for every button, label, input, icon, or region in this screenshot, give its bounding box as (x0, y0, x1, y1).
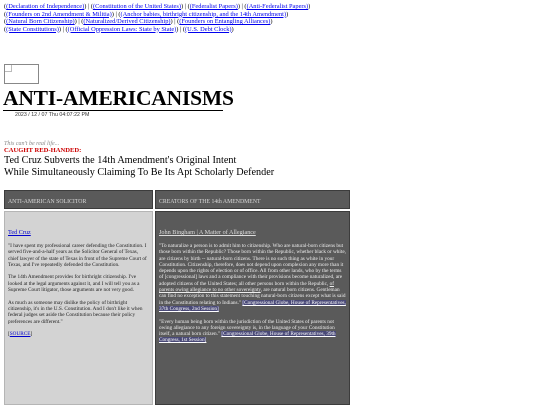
cruz-quote-paragraph-1: "I have spent my professional career defending the Constitution. I served five-and-a-half years as the Solicitor General of Texas, chief lawyer of the state of Texas in front of the Supreme Court of Texas, and I've repeatedly defended the Constitution. (8, 243, 147, 268)
nav-link-anti-federalist[interactable]: (Anti-Federalist Papers) (246, 3, 309, 10)
image-caption: This can't be real life... (4, 141, 60, 147)
article-headline (4, 155, 534, 179)
left-column-header: ANTI-AMERICAN SOLICITOR (4, 190, 153, 209)
congressional-globe-39th-citation[interactable]: [Congressional Globe, House of Representatives, 39th Congress, 1st Session] (159, 331, 336, 344)
post-date: 2023 / 12 / 07 Thu 04:07:22 PM (15, 112, 90, 118)
bingham-quote-2: "Every human being born within the jurisdiction of the United States of parents not owing allegiance to any foreign sovereignty is, in the language of your Constitution itself, a natural born citizen." [Congressional Globe, House of Representatives, 39th Congress, 1st Session] (159, 318, 336, 344)
top-navigation: ((Declaration of Independence)) | ((Constitution of the United States)) | ((Federalist Papers)) | ((Anti-Federalist Papers)) ((Founders on 2nd Amendment & Militia)) | ((Anchor babies, birthright citizenship, and the 14th Amendment)) ((Natural Born Citizenship)) | ((Naturalized/Derived Citizenship)) | ((Founders on Entangling Alliances)) ((State Constitutions)) | ((Official Oppression Laws: State by State)) | ((U.S. Debt Clock)) (4, 3, 311, 33)
nav-link-entangling-alliances[interactable]: (Founders on Entangling Alliances) (179, 18, 271, 25)
cruz-quote-paragraph-2: The 14th Amendment provides for birthright citizenship. I've looked at the legal arguments against it, and I will tell you as a Supreme Court litigator, those arguments are not very good. (8, 274, 140, 294)
creators-quote-cell (155, 211, 350, 405)
congressional-globe-37th-citation[interactable]: [Congressional Globe, House of Representatives, 37th Congress, 2nd Session] (159, 299, 346, 312)
nav-link-debt-clock[interactable]: (U.S. Debt Clock) (185, 25, 232, 33)
right-column-header: CREATORS OF THE 14th AMENDMENT (155, 190, 350, 209)
headline-line-2: While Simultaneously Claiming To Be Its Apt Scholarly Defender (4, 167, 275, 178)
nav-link-natural-born[interactable]: (Natural Born Citizenship) (6, 18, 75, 25)
title-underline (3, 110, 223, 111)
site-title: ANTI-AMERICANISMS (3, 86, 234, 110)
nav-link-declaration[interactable]: (Declaration of Independence) (6, 3, 85, 10)
nav-link-constitution[interactable]: (Constitution of the United States) (92, 3, 181, 10)
site-logo-image[interactable] (4, 64, 39, 84)
caught-label: CAUGHT RED-HANDED: (4, 147, 82, 154)
nav-link-founders-2nd-amendment[interactable]: (Founders on 2nd Amendment & Militia) (6, 10, 112, 18)
cruz-quote-paragraph-3: As much as someone may dislike the policy of birthright citizenship, it's in the U.S. Constitution. And I don't like it when federal judges set aside the Constitution because their policy preferences are different." (8, 299, 143, 325)
headline-line-1: Ted Cruz Subverts the 14th Amendment's Original Intent (4, 155, 237, 166)
john-bingham-link[interactable]: John Bingham | A Matter of Allegiance (159, 229, 256, 236)
nav-link-federalist[interactable]: (Federalist Papers) (189, 3, 238, 10)
nav-link-oppression-laws[interactable]: (Official Oppression Laws: State by State) (67, 25, 177, 33)
nav-link-anchor-babies[interactable]: (Anchor babies, birthright citizenship, and the 14th Amendment) (120, 10, 287, 18)
source-link[interactable]: SOURCE (9, 331, 31, 338)
source-reference: [SOURCE] (8, 331, 33, 338)
solicitor-quote-cell (4, 211, 153, 405)
ted-cruz-link[interactable]: Ted Cruz (8, 229, 31, 236)
bingham-quote-1: "To naturalize a person is to admit him to citizenship. Who are natural-born citizens but those born within the Republic? Those born within the Republic, whether black or white, are citizens by birth -- natural-born citizens. There is no such thing as white in your Constitution. Citizenship, therefore, does not depend upon complexion any more than it depends upon the rights of election or of office. All from other lands, who by the terms of [congressional] laws and a compliance with their provisions become naturalized, are adopted citizens of the United States; all other persons born within the Republic, of parents owing allegiance to no other sovereignty, are natural born citizens. Gentleman can find no exception to this statement touching natural-born citizens except what is said in the Constitution relating to Indians." [Congressional Globe, House of Representatives, 37th Congress, 2nd Session] (159, 243, 346, 312)
nav-link-state-constitutions[interactable]: (State Constitutions) (6, 25, 59, 33)
allegiance-underline-text: of parents owing allegiance to no other sovereignty (159, 280, 334, 294)
nav-link-naturalized[interactable]: (Naturalized/Derived Citizenship) (83, 18, 171, 25)
